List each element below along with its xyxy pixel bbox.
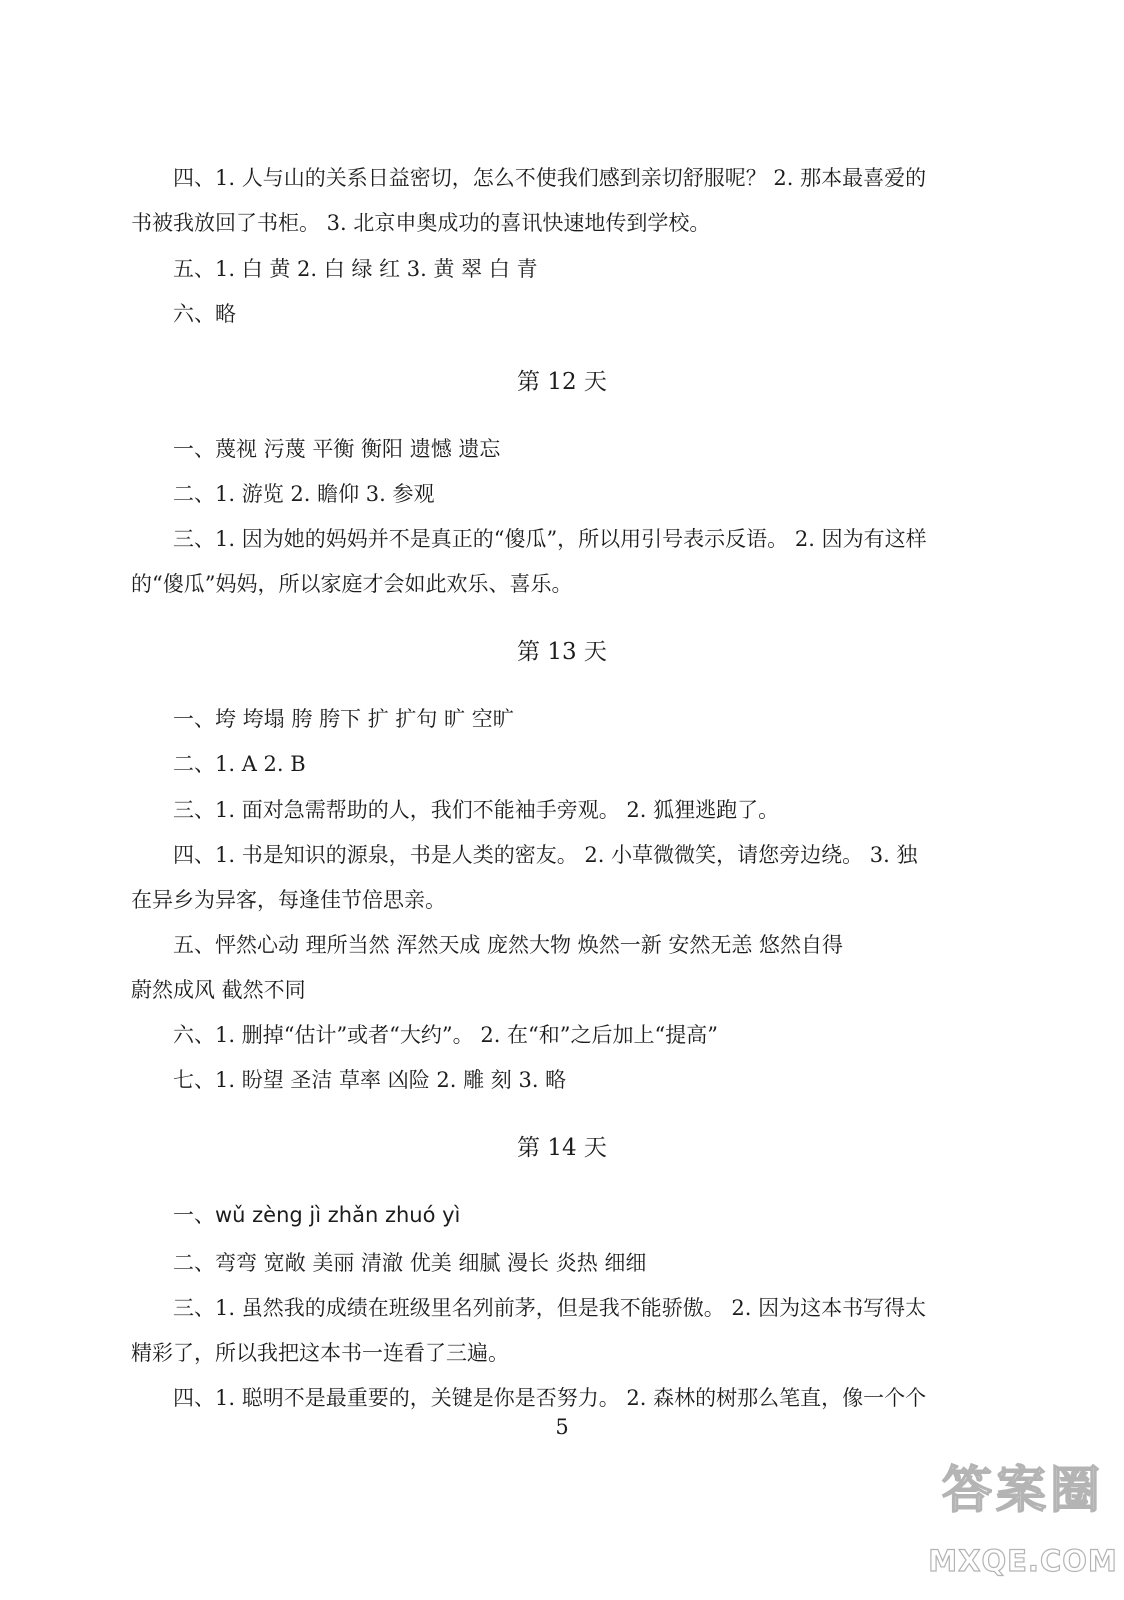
day12-q2: 二、1. 游览 2. 瞻仰 3. 参观 <box>173 482 435 506</box>
day14-q3-line2: 精彩了，所以我把这本书一连看了三遍。 <box>131 1341 509 1365</box>
day13-q7: 七、1. 盼望 圣洁 草率 凶险 2. 雕 刻 3. 略 <box>173 1068 567 1092</box>
day12-title: 第 12 天 <box>517 369 607 395</box>
day13-title: 第 13 天 <box>517 639 607 665</box>
watermark-logo-url: MXQE.COM <box>928 1544 1118 1578</box>
day13-q1: 一、垮 垮塌 胯 胯下 扩 扩句 旷 空旷 <box>173 707 514 731</box>
day14-title: 第 14 天 <box>517 1135 607 1161</box>
day12-q3-line2: 的“傻瓜”妈妈，所以家庭才会如此欢乐、喜乐。 <box>131 572 573 596</box>
day12-q3-line1: 三、1. 因为她的妈妈并不是真正的“傻瓜”，所以用引号表示反语。 2. 因为有这样 <box>173 527 927 551</box>
day11-q5: 五、1. 白 黄 2. 白 绿 红 3. 黄 翠 白 青 <box>173 257 538 281</box>
watermark-logo <box>928 1455 1118 1590</box>
day14-q4-line1: 四、1. 聪明不是最重要的，关键是你是否努力。 2. 森林的树那么笔直，像一个个 <box>173 1386 927 1410</box>
day13-q4-line1: 四、1. 书是知识的源泉，书是人类的密友。 2. 小草微微笑，请您旁边绕。 3. 独 <box>173 843 918 867</box>
day12-q1: 一、蔑视 污蔑 平衡 衡阳 遗憾 遗忘 <box>173 437 501 461</box>
day14-q3-line1: 三、1. 虽然我的成绩在班级里名列前茅，但是我不能骄傲。 2. 因为这本书写得太 <box>173 1296 927 1320</box>
day14-q2: 二、弯弯 宽敞 美丽 清澈 优美 细腻 漫长 炎热 细细 <box>173 1251 647 1275</box>
day14-q1-prefix: 一、 <box>173 1203 215 1227</box>
day13-q5-line1: 五、怦然心动 理所当然 浑然天成 庞然大物 焕然一新 安然无恙 悠然自得 <box>173 933 844 957</box>
day11-q4-line1: 四、1. 人与山的关系日益密切，怎么不使我们感到亲切舒服呢？ 2. 那本最喜爱的 <box>173 166 927 190</box>
day13-q6: 六、1. 删掉“估计”或者“大约”。 2. 在“和”之后加上“提高” <box>173 1023 718 1047</box>
page-number: 5 <box>555 1415 569 1439</box>
day11-q6: 六、略 <box>173 302 236 326</box>
day13-q2: 二、1. A 2. B <box>173 752 306 776</box>
day11-q4-line2: 书被我放回了书柜。 3. 北京申奥成功的喜讯快速地传到学校。 <box>131 211 711 235</box>
day14-q1 <box>173 1200 1011 1230</box>
watermark-logo-top: 答案圈 <box>942 1461 1104 1519</box>
day13-q5-line2: 蔚然成风 截然不同 <box>131 978 306 1002</box>
day13-q3: 三、1. 面对急需帮助的人，我们不能袖手旁观。 2. 狐狸逃跑了。 <box>173 798 780 822</box>
day14-q1-pinyin: wǔ zèng jì zhǎn zhuó yì <box>215 1203 461 1227</box>
day13-q4-line2: 在异乡为异客，每逢佳节倍思亲。 <box>131 888 446 912</box>
